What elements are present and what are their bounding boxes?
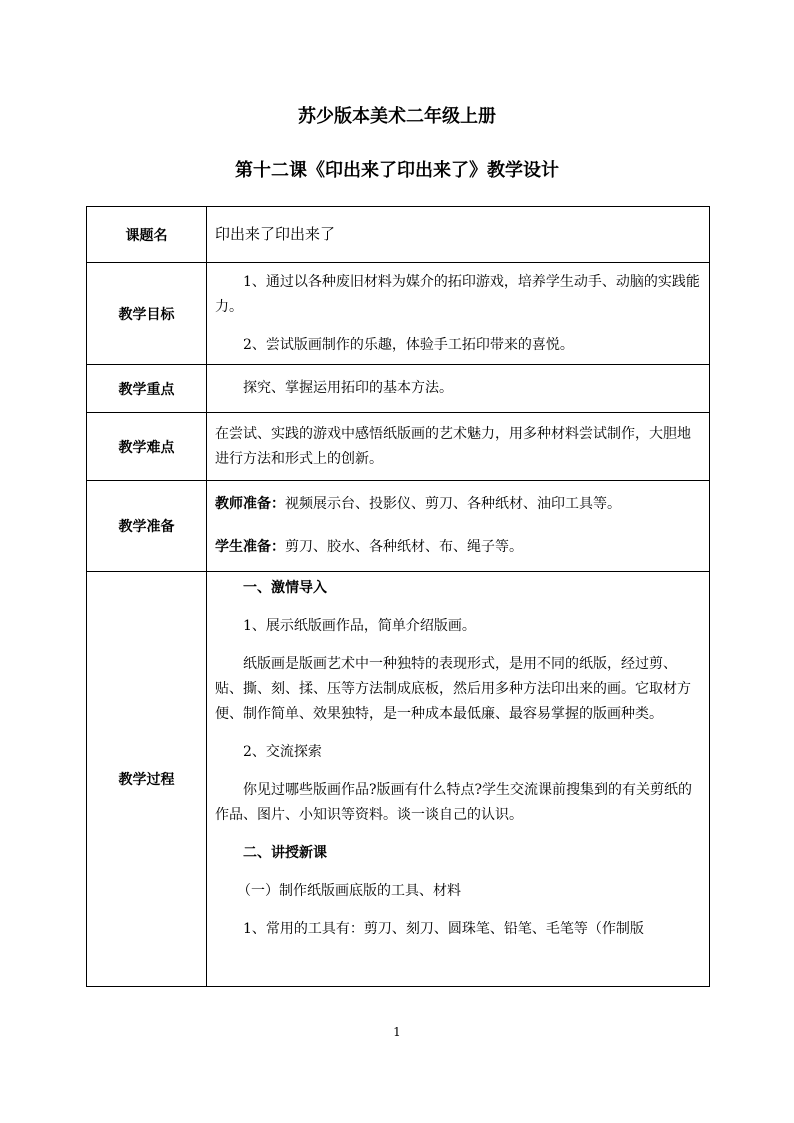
row-difficulties: [87, 413, 710, 481]
label-difficulties: 教学难点: [87, 413, 207, 481]
topic-value: 印出来了印出来了: [207, 207, 710, 263]
label-key-points: 教学重点: [87, 365, 207, 413]
student-preparation: [215, 535, 703, 560]
label-topic: 课题名: [87, 207, 207, 263]
row-preparation: [87, 481, 710, 572]
label-process: 教学过程: [87, 572, 207, 987]
goals-cell: [207, 263, 710, 365]
lesson-plan-table: [86, 206, 710, 987]
teacher-prep-label: 教师准备：: [215, 496, 285, 512]
document-title: 苏少版本美术二年级上册: [298, 106, 496, 127]
section-2-item-1: 1、常用的工具有：剪刀、刻刀、圆珠笔、铅笔、毛笔等（作制版: [243, 921, 644, 937]
section-1-heading: 一、激情导入: [243, 580, 327, 596]
row-topic: [87, 207, 710, 263]
key-points-text: 探究、掌握运用拓印的基本方法。: [243, 380, 453, 396]
goal-item-1: 1、通过以各种废旧材料为媒介的拓印游戏，培养学生动手、动脑的实践能力。: [215, 273, 700, 315]
section-2-subheading: （一）制作纸版画底版的工具、材料: [237, 883, 461, 899]
preparation-cell: [207, 481, 710, 572]
student-prep-text: 剪刀、胶水、各种纸材、布、绳子等。: [285, 539, 523, 555]
row-goals: [87, 263, 710, 365]
section-1-paragraph-2: 你见过哪些版画作品?版画有什么特点?学生交流课前搜集到的有关剪纸的作品、图片、小知识等资料。谈一谈自己的认识。: [215, 782, 693, 823]
page-number: 1: [393, 1025, 401, 1039]
lesson-subtitle: 第十二课《印出来了印出来了》教学设计: [235, 160, 559, 181]
row-process: [87, 572, 710, 987]
teacher-preparation: [215, 492, 703, 517]
process-cell: [207, 572, 710, 987]
student-prep-label: 学生准备：: [215, 539, 285, 555]
label-goals: 教学目标: [87, 263, 207, 365]
label-preparation: 教学准备: [87, 481, 207, 572]
key-points-cell: [207, 365, 710, 413]
difficulties-cell: [207, 413, 710, 481]
section-1-item-1: 1、展示纸版画作品，简单介绍版画。: [243, 618, 476, 634]
section-1-item-2: 2、交流探索: [243, 744, 322, 760]
row-key-points: [87, 365, 710, 413]
goal-item-2: 2、尝试版画制作的乐趣，体验手工拓印带来的喜悦。: [243, 336, 574, 353]
section-2-heading: 二、讲授新课: [243, 845, 327, 861]
teacher-prep-text: 视频展示台、投影仪、剪刀、各种纸材、油印工具等。: [285, 496, 621, 512]
section-1-paragraph: 纸版画是版画艺术中一种独特的表现形式，是用不同的纸版，经过剪、贴、撕、刻、揉、压等方法制成底板，然后用多种方法印出来的画。它取材方便、制作简单、效果独特，是一种成本最低廉、最容易掌握的版画种类。: [215, 656, 691, 722]
difficulties-text: 在尝试、实践的游戏中感悟纸版画的艺术魅力，用多种材料尝试制作，大胆地进行方法和形式上的创新。: [215, 425, 691, 467]
